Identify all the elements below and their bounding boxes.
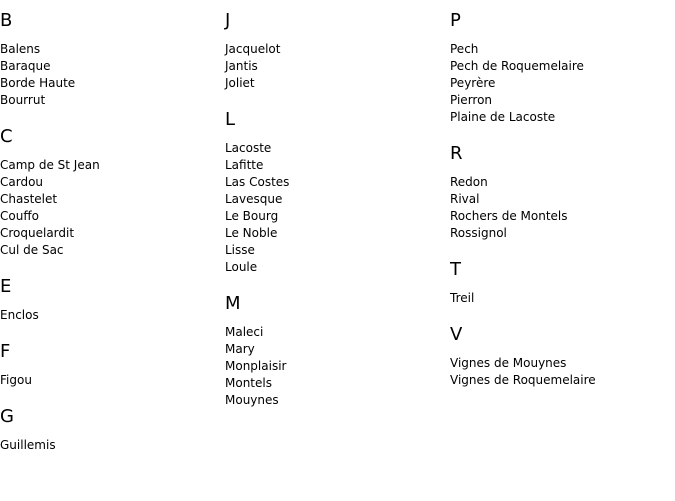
place-name-list [450,290,675,307]
index-column [225,10,450,426]
letter-group [225,10,450,92]
place-name-link[interactable]: Mouynes [225,393,279,407]
place-name-link[interactable]: Treil [450,291,475,305]
letter-heading: T [450,259,461,280]
letter-group [0,126,225,259]
place-name-list [225,41,450,92]
place-name-link[interactable]: Peyrère [450,76,496,90]
place-name-list [450,174,675,242]
place-name-list [0,41,225,109]
place-name-link[interactable]: Jantis [225,59,258,73]
index-column [0,10,225,471]
letter-group [225,109,450,276]
place-name-link[interactable]: Loule [225,260,258,274]
letter-heading: E [0,276,12,297]
place-name-link[interactable]: Couffo [0,209,39,223]
place-name-link[interactable]: Cardou [0,175,44,189]
letter-group [0,276,225,324]
letter-heading: V [450,324,463,345]
place-name-link[interactable]: Las Costes [225,175,290,189]
place-name-link[interactable]: Vignes de Mouynes [450,356,567,370]
place-name-link[interactable]: Bourrut [0,93,46,107]
place-name-link[interactable]: Mary [225,342,255,356]
place-name-link[interactable]: Baraque [0,59,51,73]
place-name-list [450,355,675,389]
place-name-list [225,140,450,276]
letter-group [450,143,675,242]
letter-group [450,10,675,126]
place-name-list [450,41,675,126]
place-name-link[interactable]: Le Bourg [225,209,279,223]
letter-group [450,324,675,389]
place-name-list [0,157,225,259]
place-name-link[interactable]: Guillemis [0,438,56,452]
place-name-link[interactable]: Camp de St Jean [0,158,100,172]
letter-heading: B [0,10,13,31]
place-name-link[interactable]: Rival [450,192,480,206]
place-name-link[interactable]: Redon [450,175,488,189]
place-name-link[interactable]: Croquelardit [0,226,75,240]
letter-heading: J [225,10,231,31]
place-name-link[interactable]: Enclos [0,308,39,322]
place-name-link[interactable]: Montels [225,376,272,390]
place-name-link[interactable]: Balens [0,42,41,56]
place-name-link[interactable]: Chastelet [0,192,58,206]
place-name-link[interactable]: Maleci [225,325,264,339]
place-name-link[interactable]: Monplaisir [225,359,287,373]
place-name-link[interactable]: Pierron [450,93,493,107]
letter-heading: F [0,341,11,362]
place-name-link[interactable]: Cul de Sac [0,243,64,257]
letter-group [0,341,225,389]
place-name-list [225,324,450,409]
letter-group [450,259,675,307]
place-name-list [0,307,225,324]
letter-heading: R [450,143,463,164]
place-name-link[interactable]: Lafitte [225,158,264,172]
place-name-link[interactable]: Plaine de Lacoste [450,110,556,124]
letter-group [225,293,450,409]
place-name-list [0,372,225,389]
letter-group [0,406,225,454]
place-name-link[interactable]: Rochers de Montels [450,209,568,223]
place-name-link[interactable]: Borde Haute [0,76,76,90]
place-name-list [0,437,225,454]
letter-heading: C [0,126,13,147]
letter-heading: G [0,406,14,427]
place-name-link[interactable]: Lacoste [225,141,272,155]
place-name-link[interactable]: Figou [0,373,32,387]
place-name-link[interactable]: Jacquelot [225,42,281,56]
place-name-link[interactable]: Lavesque [225,192,283,206]
place-name-link[interactable]: Le Noble [225,226,278,240]
letter-heading: P [450,10,461,31]
index-column [450,10,675,406]
place-name-link[interactable]: Pech [450,42,479,56]
place-name-link[interactable]: Lisse [225,243,255,257]
place-name-link[interactable]: Rossignol [450,226,507,240]
letter-heading: L [225,109,236,130]
letter-group [0,10,225,109]
place-name-link[interactable]: Vignes de Roquemelaire [450,373,596,387]
place-name-link[interactable]: Joliet [225,76,255,90]
place-name-link[interactable]: Pech de Roquemelaire [450,59,584,73]
letter-heading: M [225,293,241,314]
